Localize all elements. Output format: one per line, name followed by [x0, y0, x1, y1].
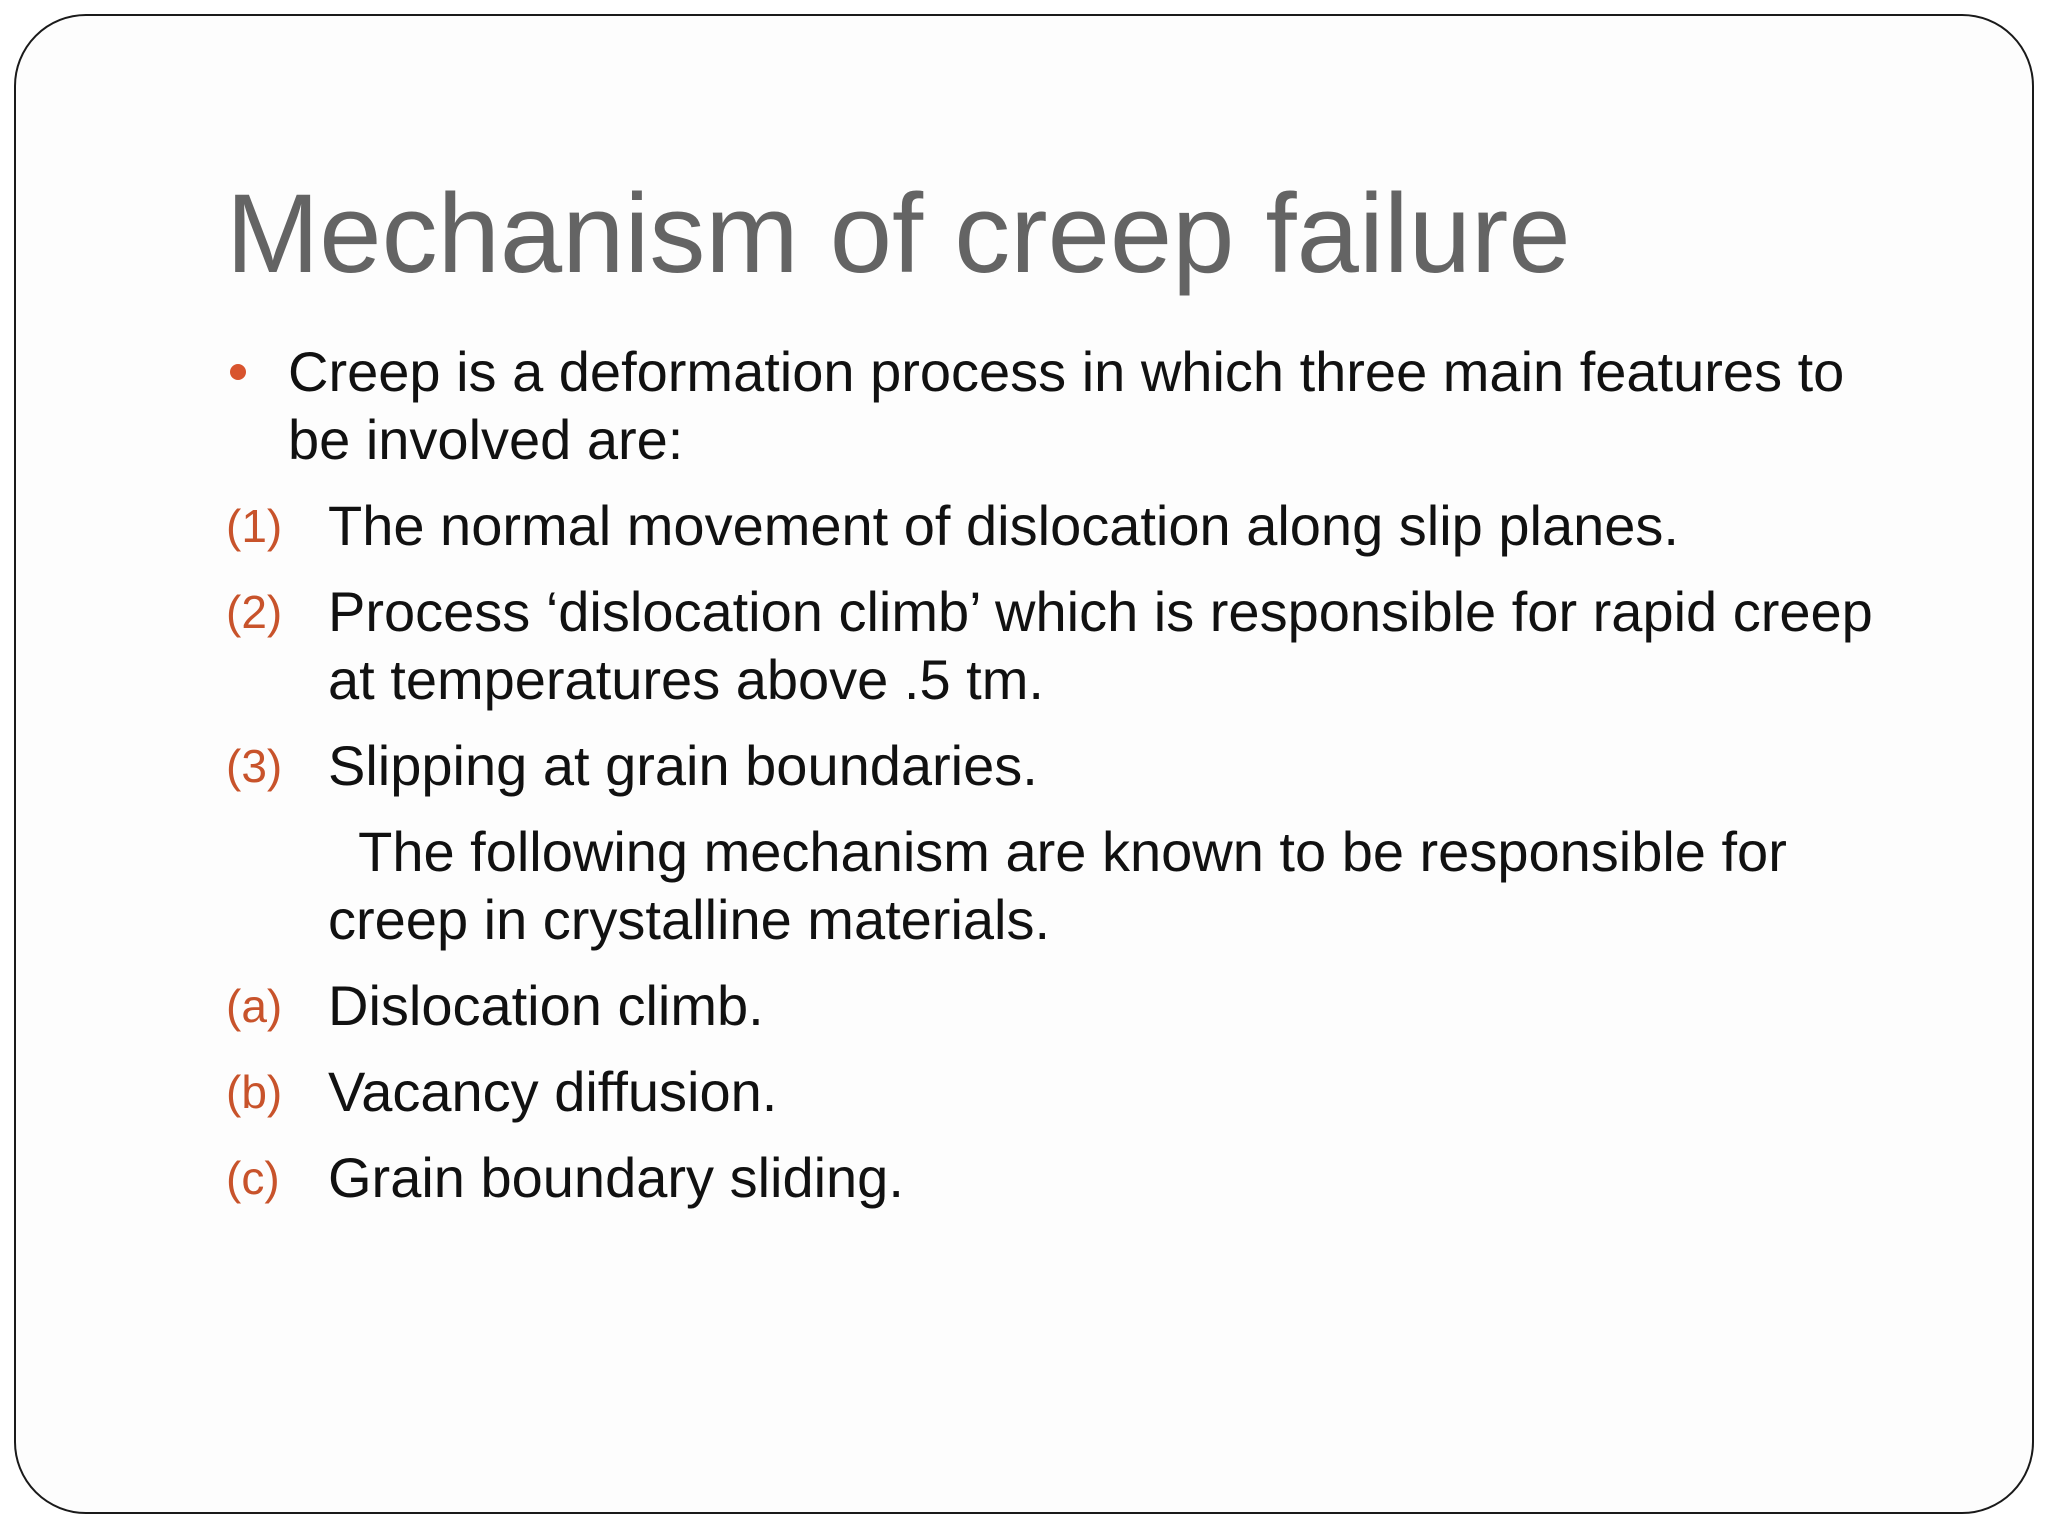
list-marker-1: (1) [226, 500, 283, 552]
list-item-2-line-2: at temperatures above .5 tm. [328, 648, 1044, 711]
list-item-a-text: Dislocation climb. [328, 974, 764, 1037]
list-marker-b: (b) [226, 1066, 283, 1118]
list-marker-a: (a) [226, 980, 283, 1032]
list-marker-c: (c) [226, 1152, 280, 1204]
list-item-3-text: Slipping at grain boundaries. [328, 734, 1038, 797]
bullet-dot-icon [230, 364, 246, 380]
paragraph-line-1: The following mechanism are known to be responsible for [328, 820, 1787, 883]
list-marker-2: (2) [226, 586, 283, 638]
list-marker-3: (3) [226, 740, 283, 792]
list-item-2-line-1: Process ‘dislocation climb’ which is responsible for rapid creep [328, 580, 1873, 643]
paragraph-line-2: creep in crystalline materials. [328, 888, 1051, 951]
list-item-c-text: Grain boundary sliding. [328, 1146, 904, 1209]
bullet-line-2: be involved are: [288, 408, 684, 471]
list-item-1-text: The normal movement of dislocation along slip planes. [328, 494, 1679, 557]
bullet-line-1: Creep is a deformation process in which three main features to [288, 340, 1845, 403]
list-item-b-text: Vacancy diffusion. [328, 1060, 778, 1123]
slide-title: Mechanism of creep failure [226, 171, 1571, 296]
